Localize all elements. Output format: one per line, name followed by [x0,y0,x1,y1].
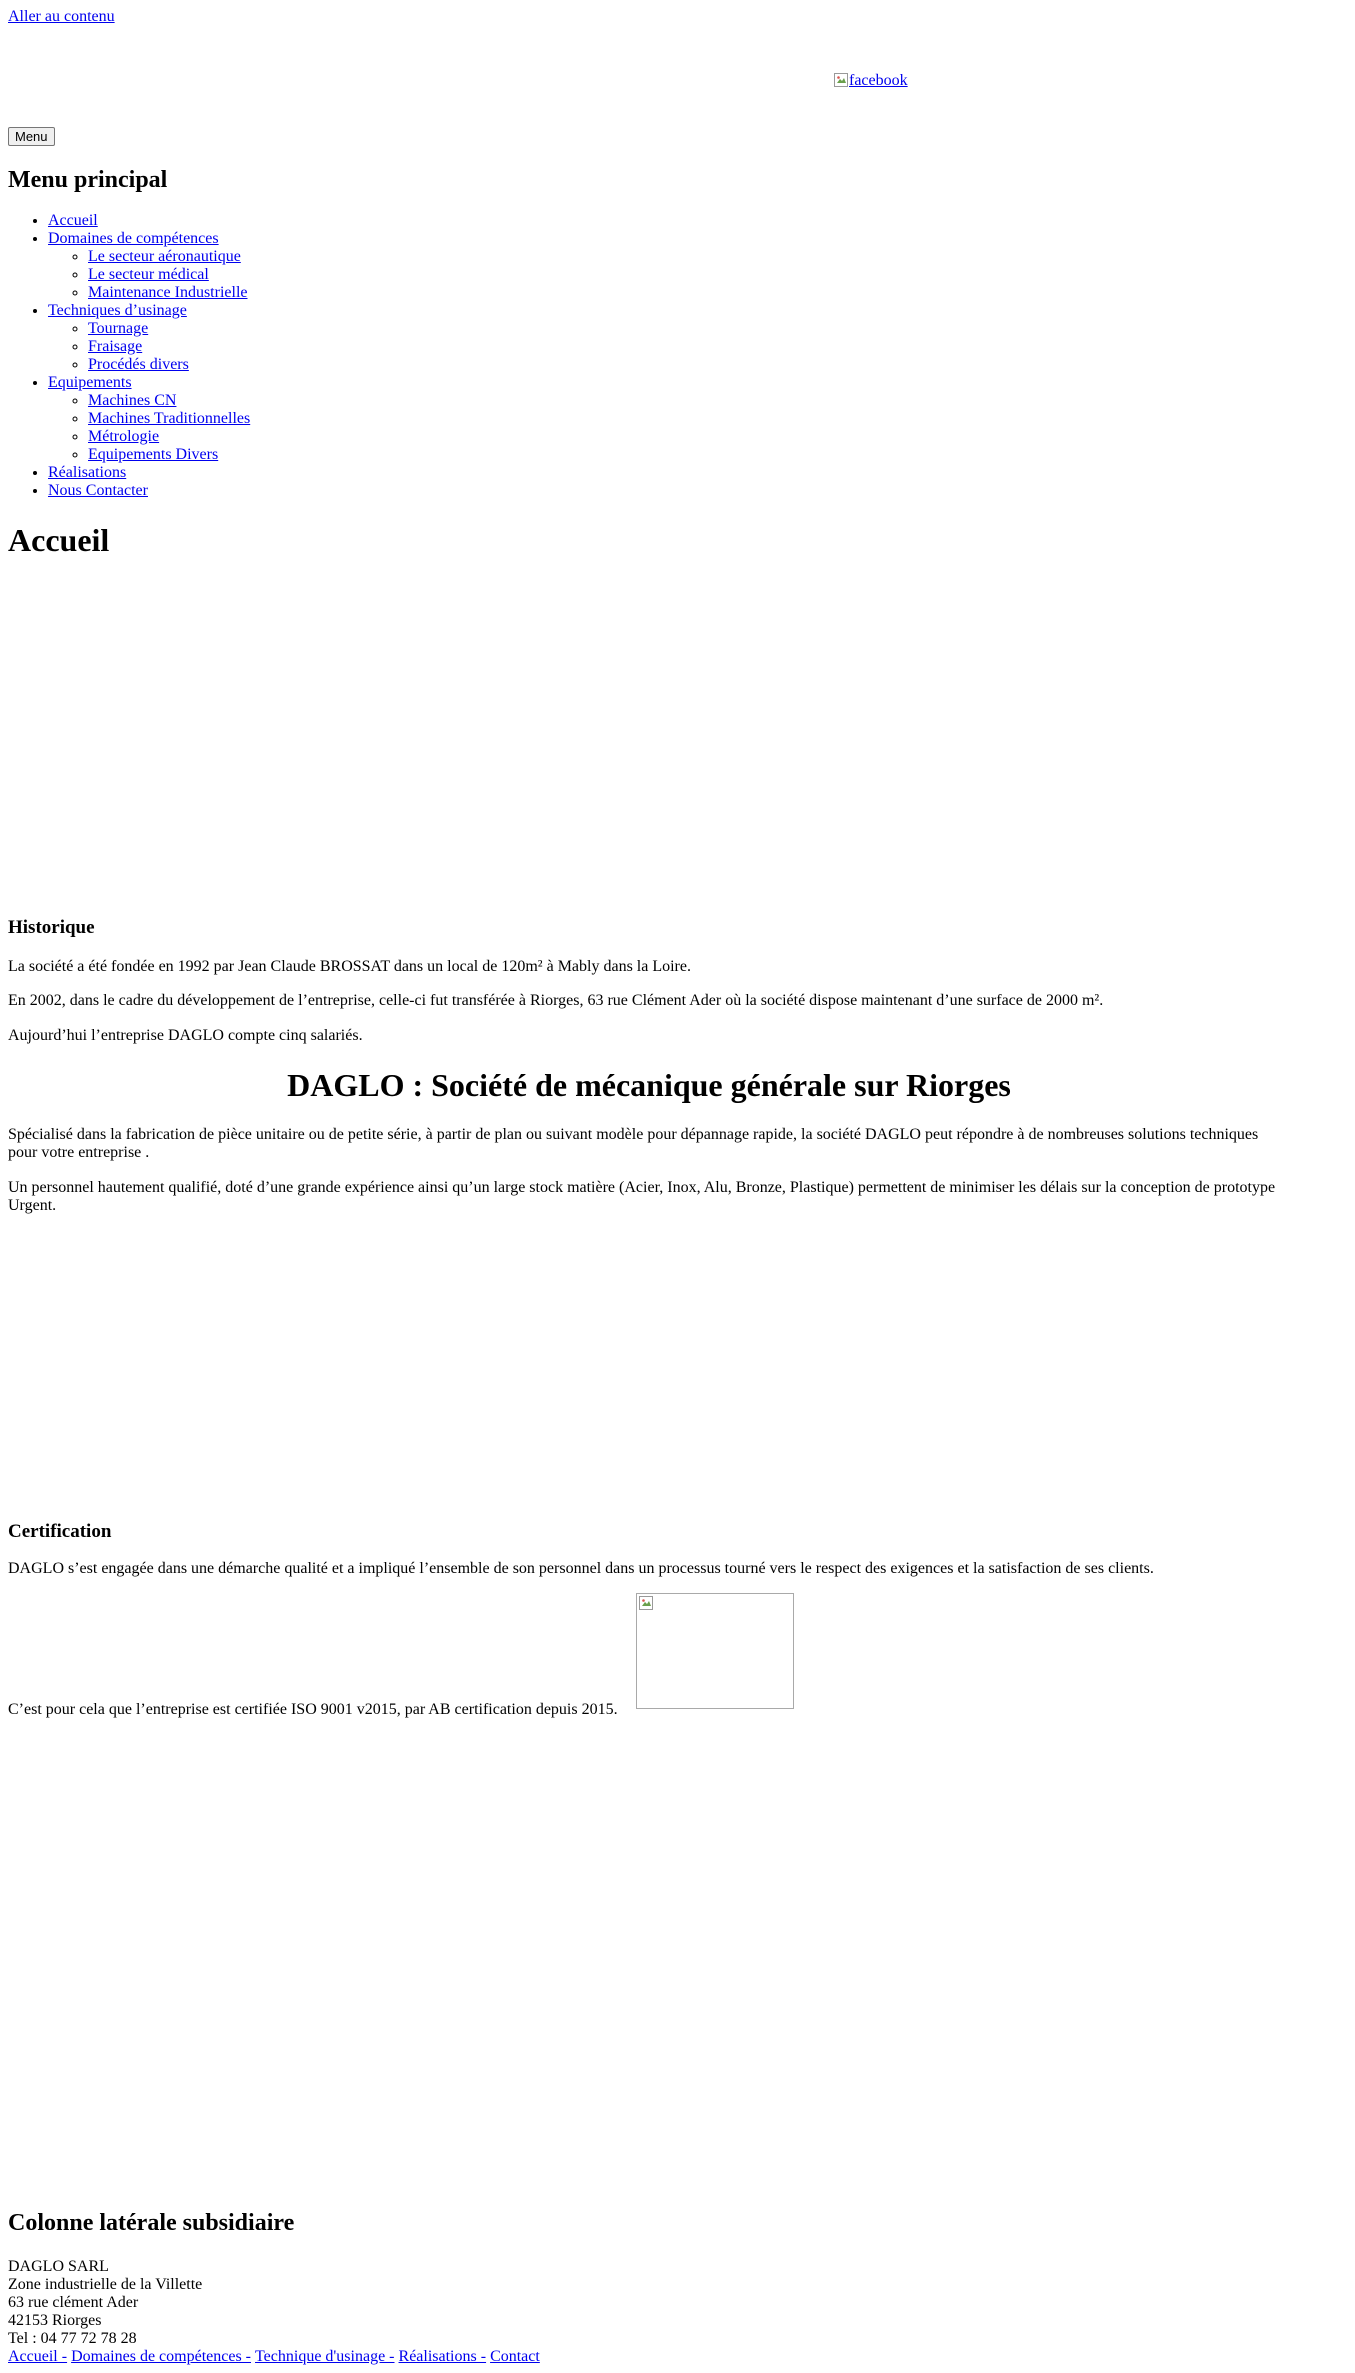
nav-link-medical[interactable]: Le secteur médical [88,266,209,283]
main-heading: DAGLO : Société de mécanique générale sur Riorges [287,1067,1011,1103]
certification-iso-paragraph: C’est pour cela que l’entreprise est certifiée ISO 9001 v2015, par AB certification depuis 2015. [8,1701,618,1718]
historique-paragraph: En 2002, dans le cadre du développement de l’entreprise, celle-ci fut transférée à Riorges, 63 rue Clément Ader où la société dispose maintenant d’une surface de 2000 m². [8,992,1104,1009]
certification-heading: Certification [8,1521,112,1542]
nav-link-equipements[interactable]: Equipements [48,374,132,391]
footer-link-domaines[interactable]: Domaines de compétences - [71,2348,252,2365]
broken-image-icon [639,1596,653,1610]
description-paragraph: Spécialisé dans la fabrication de pièce unitaire ou de petite série, à partir de plan ou suivant modèle pour dépannage rapide, la société DAGLO peut répondre à de nombreuses solutions techniques pour votre entreprise . [8,1126,1259,1161]
sidebar-title: Colonne latérale subsidiaire [8,2210,295,2236]
nav-subitem [88,266,600,284]
nav-link-domaines[interactable]: Domaines de compétences [48,230,219,247]
facebook-alt-text: facebook [849,72,908,89]
nav-subitem [88,446,600,464]
nav-item-domaines [48,230,600,302]
menu-toggle-button[interactable]: Menu [8,127,55,146]
footer-link-accueil[interactable]: Accueil - [8,2348,68,2365]
nav-subitem [88,284,600,302]
nav-subitem [88,356,600,374]
address-line: Zone industrielle de la Villette [8,2276,203,2293]
description-paragraph: Un personnel hautement qualifié, doté d’une grande expérience ainsi qu’un large stock matière (Acier, Inox, Alu, Bronze, Plastique) permettent de minimiser les délais sur la conception de prototype Urgent. [8,1179,1276,1214]
nav-link-realisations[interactable]: Réalisations [48,464,127,481]
address-line: 63 rue clément Ader [8,2294,139,2311]
broken-image-icon [834,73,848,87]
nav-item-techniques [48,302,600,374]
nav-link-aeronautique[interactable]: Le secteur aéronautique [88,248,241,265]
nav-subitem [88,392,600,410]
nav-subitem [88,410,600,428]
nav-link-maintenance[interactable]: Maintenance Industrielle [88,284,248,301]
nav-subitem [88,248,600,266]
historique-heading: Historique [8,917,95,938]
nav-link-contact[interactable]: Nous Contacter [48,482,148,499]
historique-paragraph: Aujourd’hui l’entreprise DAGLO compte cinq salariés. [8,1027,363,1044]
nav-link-accueil[interactable]: Accueil [48,212,98,229]
nav-link-equipements-divers[interactable]: Equipements Divers [88,446,219,463]
nav-subitem [88,338,600,356]
menu-title: Menu principal [8,167,168,193]
nav-link-procedes[interactable]: Procédés divers [88,356,189,373]
nav-submenu-domaines [48,248,600,302]
page-title: Accueil [8,522,110,558]
nav-item-realisations [48,464,600,482]
facebook-link[interactable] [834,72,908,90]
nav-subitem [88,428,600,446]
nav-link-machines-trad[interactable]: Machines Traditionnelles [88,410,251,427]
skip-to-content-link[interactable]: Aller au contenu [8,8,115,25]
address-line: 42153 Riorges [8,2312,102,2329]
nav-item-accueil [48,212,600,230]
footer-link-contact[interactable]: Contact [490,2348,540,2365]
nav-link-machines-cn[interactable]: Machines CN [88,392,177,409]
nav-item-equipements [48,374,600,464]
nav-subitem [88,320,600,338]
historique-paragraph: La société a été fondée en 1992 par Jean Claude BROSSAT dans un local de 120m² à Mably dans la Loire. [8,958,691,975]
nav-list [0,212,600,500]
nav-link-fraisage[interactable]: Fraisage [88,338,143,355]
footer-link-techniques[interactable]: Technique d'usinage - [255,2348,395,2365]
company-address [8,2258,202,2348]
footer-links [8,2348,544,2366]
footer-link-realisations[interactable]: Réalisations - [398,2348,487,2365]
nav-link-metrologie[interactable]: Métrologie [88,428,160,445]
nav-link-techniques[interactable]: Techniques d’usinage [48,302,187,319]
certification-paragraph: DAGLO s’est engagée dans une démarche qualité et a impliqué l’ensemble de son personnel dans un processus tourné vers le respect des exigences et la satisfaction de ses clients. [8,1560,1154,1577]
address-line: DAGLO SARL [8,2258,109,2275]
nav-submenu-equipements [48,392,600,464]
nav-submenu-techniques [48,320,600,374]
nav-link-tournage[interactable]: Tournage [88,320,149,337]
nav-item-contact [48,482,600,500]
main-navigation [0,212,600,500]
phone-line: Tel : 04 77 72 78 28 [8,2330,137,2347]
certification-image [636,1593,794,1709]
